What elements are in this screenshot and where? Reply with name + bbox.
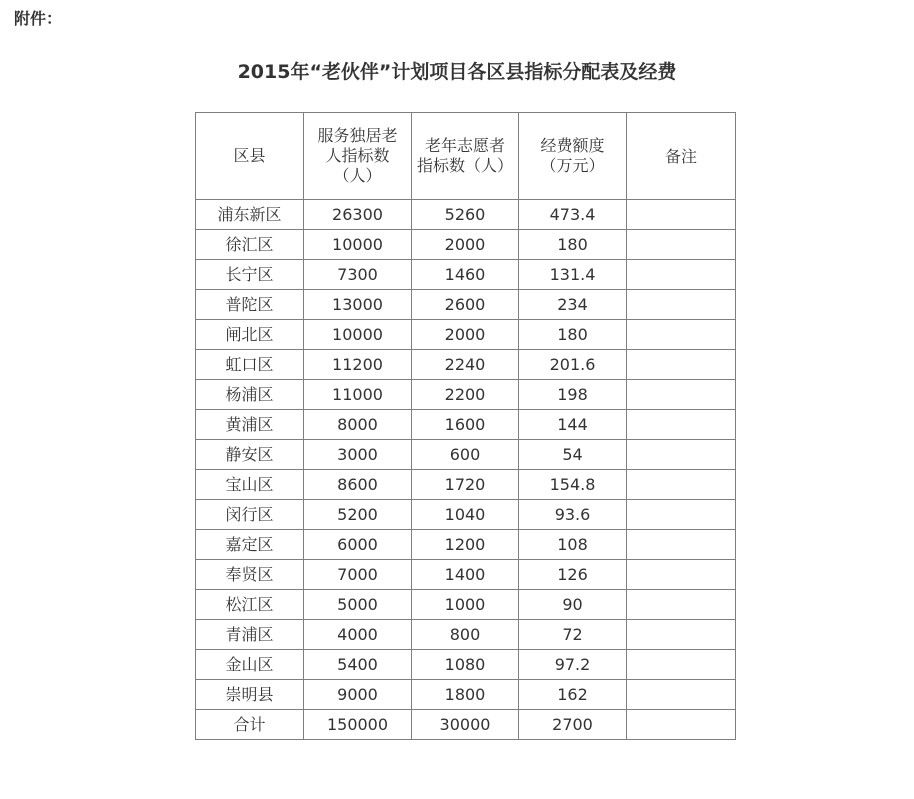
header-volunteer-quota-line: 老年志愿者 <box>424 136 505 155</box>
cell-note <box>627 260 736 290</box>
cell-elder-quota: 26300 <box>304 200 412 230</box>
cell-volunteer-quota: 1200 <box>412 530 519 560</box>
table-header-row <box>196 113 736 200</box>
header-funding-line: （万元） <box>540 156 605 175</box>
header-volunteer-quota-line: 指标数（人） <box>416 156 513 175</box>
cell-note <box>627 320 736 350</box>
cell-note <box>627 590 736 620</box>
cell-volunteer-quota: 2200 <box>412 380 519 410</box>
cell-note <box>627 350 736 380</box>
header-funding <box>519 113 627 200</box>
cell-district: 金山区 <box>196 650 304 680</box>
cell-elder-quota: 7000 <box>304 560 412 590</box>
cell-volunteer-quota: 1080 <box>412 650 519 680</box>
cell-funding: 131.4 <box>519 260 627 290</box>
cell-volunteer-quota: 800 <box>412 620 519 650</box>
cell-volunteer-quota: 600 <box>412 440 519 470</box>
cell-funding: 154.8 <box>519 470 627 500</box>
cell-district: 普陀区 <box>196 290 304 320</box>
cell-note <box>627 530 736 560</box>
cell-funding: 97.2 <box>519 650 627 680</box>
cell-volunteer-quota: 2000 <box>412 320 519 350</box>
allocation-table <box>195 112 736 740</box>
cell-elder-quota: 10000 <box>304 320 412 350</box>
table-total-row <box>196 710 736 740</box>
table-row <box>196 590 736 620</box>
cell-funding: 234 <box>519 290 627 320</box>
cell-funding: 180 <box>519 320 627 350</box>
cell-volunteer-quota: 1400 <box>412 560 519 590</box>
header-elder-quota-line: 人指标数 <box>325 146 390 165</box>
cell-volunteer-quota: 2600 <box>412 290 519 320</box>
cell-volunteer-quota: 30000 <box>412 710 519 740</box>
cell-district: 宝山区 <box>196 470 304 500</box>
table-row <box>196 290 736 320</box>
cell-volunteer-quota: 5260 <box>412 200 519 230</box>
table-row <box>196 680 736 710</box>
cell-note <box>627 500 736 530</box>
cell-district: 长宁区 <box>196 260 304 290</box>
table-row <box>196 440 736 470</box>
cell-funding: 162 <box>519 680 627 710</box>
cell-elder-quota: 8000 <box>304 410 412 440</box>
table-row <box>196 470 736 500</box>
cell-volunteer-quota: 2240 <box>412 350 519 380</box>
table-row <box>196 620 736 650</box>
cell-note <box>627 680 736 710</box>
cell-district: 黄浦区 <box>196 410 304 440</box>
cell-note <box>627 560 736 590</box>
cell-note <box>627 410 736 440</box>
cell-elder-quota: 3000 <box>304 440 412 470</box>
cell-note <box>627 380 736 410</box>
cell-elder-quota: 9000 <box>304 680 412 710</box>
cell-funding: 93.6 <box>519 500 627 530</box>
cell-volunteer-quota: 1000 <box>412 590 519 620</box>
cell-district: 奉贤区 <box>196 560 304 590</box>
cell-elder-quota: 13000 <box>304 290 412 320</box>
cell-elder-quota: 10000 <box>304 230 412 260</box>
cell-district: 闸北区 <box>196 320 304 350</box>
cell-elder-quota: 4000 <box>304 620 412 650</box>
cell-note <box>627 230 736 260</box>
cell-volunteer-quota: 1720 <box>412 470 519 500</box>
cell-volunteer-quota: 1800 <box>412 680 519 710</box>
table-row <box>196 200 736 230</box>
header-elder-quota-line: （人） <box>333 166 382 185</box>
cell-elder-quota: 150000 <box>304 710 412 740</box>
cell-note <box>627 440 736 470</box>
cell-funding: 90 <box>519 590 627 620</box>
cell-funding: 201.6 <box>519 350 627 380</box>
cell-district: 徐汇区 <box>196 230 304 260</box>
table-row <box>196 500 736 530</box>
cell-district: 嘉定区 <box>196 530 304 560</box>
header-note: 备注 <box>627 113 736 200</box>
cell-funding: 198 <box>519 380 627 410</box>
cell-district: 虹口区 <box>196 350 304 380</box>
header-volunteer-quota <box>412 113 519 200</box>
cell-district: 崇明县 <box>196 680 304 710</box>
header-funding-line: 经费额度 <box>540 136 605 155</box>
header-district: 区县 <box>196 113 304 200</box>
cell-note <box>627 620 736 650</box>
page-title: 2015年“老伙伴”计划项目各区县指标分配表及经费 <box>237 61 677 83</box>
cell-volunteer-quota: 1460 <box>412 260 519 290</box>
cell-elder-quota: 6000 <box>304 530 412 560</box>
table-body <box>196 200 736 740</box>
cell-district: 杨浦区 <box>196 380 304 410</box>
table-row <box>196 560 736 590</box>
cell-district: 浦东新区 <box>196 200 304 230</box>
cell-district: 闵行区 <box>196 500 304 530</box>
cell-note <box>627 470 736 500</box>
table-row <box>196 650 736 680</box>
cell-elder-quota: 11200 <box>304 350 412 380</box>
table-row <box>196 350 736 380</box>
cell-funding: 54 <box>519 440 627 470</box>
cell-elder-quota: 7300 <box>304 260 412 290</box>
cell-elder-quota: 5200 <box>304 500 412 530</box>
cell-funding: 72 <box>519 620 627 650</box>
table-row <box>196 230 736 260</box>
cell-district: 青浦区 <box>196 620 304 650</box>
cell-district: 合计 <box>196 710 304 740</box>
cell-note <box>627 710 736 740</box>
header-elder-quota <box>304 113 412 200</box>
cell-district: 松江区 <box>196 590 304 620</box>
cell-note <box>627 290 736 320</box>
cell-elder-quota: 11000 <box>304 380 412 410</box>
cell-funding: 144 <box>519 410 627 440</box>
table-row <box>196 320 736 350</box>
cell-note <box>627 650 736 680</box>
header-elder-quota-line: 服务独居老 <box>317 126 398 145</box>
table-row <box>196 260 736 290</box>
cell-elder-quota: 8600 <box>304 470 412 500</box>
table-row <box>196 380 736 410</box>
cell-funding: 180 <box>519 230 627 260</box>
cell-funding: 473.4 <box>519 200 627 230</box>
cell-volunteer-quota: 1600 <box>412 410 519 440</box>
cell-funding: 126 <box>519 560 627 590</box>
cell-funding: 2700 <box>519 710 627 740</box>
cell-volunteer-quota: 2000 <box>412 230 519 260</box>
cell-note <box>627 200 736 230</box>
cell-volunteer-quota: 1040 <box>412 500 519 530</box>
table-row <box>196 410 736 440</box>
cell-elder-quota: 5000 <box>304 590 412 620</box>
attachment-label: 附件： <box>14 9 63 28</box>
cell-elder-quota: 5400 <box>304 650 412 680</box>
cell-district: 静安区 <box>196 440 304 470</box>
table-row <box>196 530 736 560</box>
cell-funding: 108 <box>519 530 627 560</box>
